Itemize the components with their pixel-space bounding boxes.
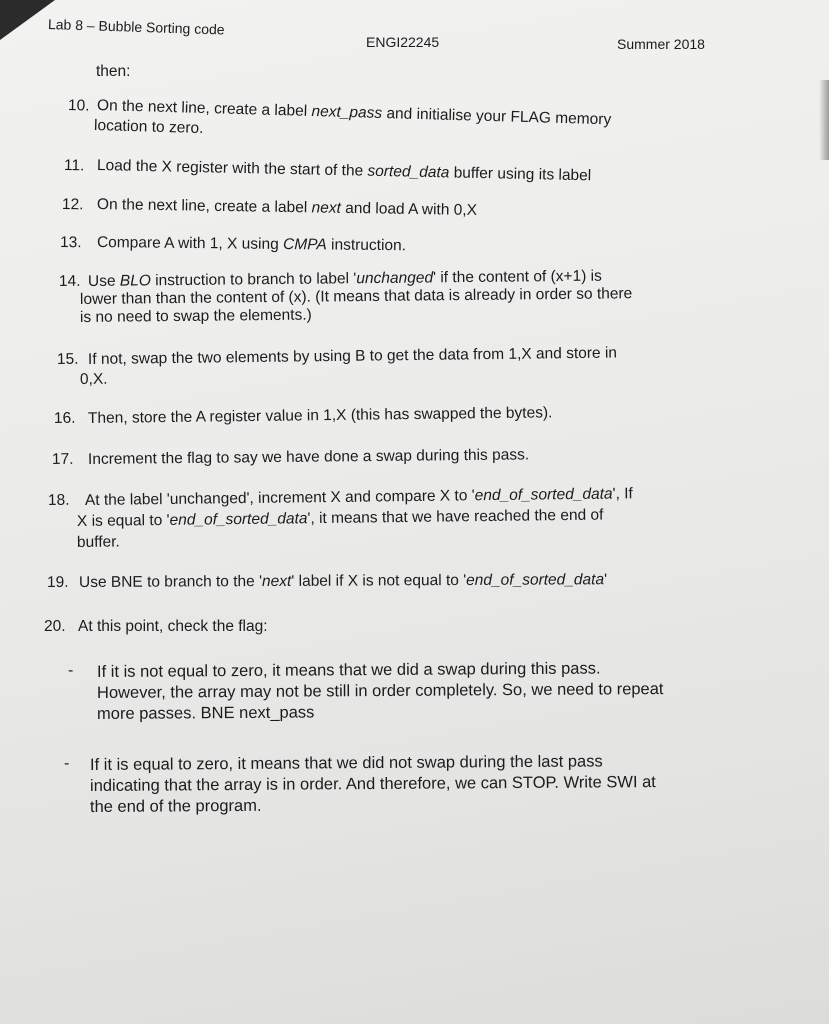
course-code: ENGI22245 (366, 34, 440, 50)
step-number: 20. (44, 618, 66, 635)
step-text-line: Then, store the A register value in 1,X (this has swapped the bytes). (87, 404, 553, 427)
step-text-line: 0,X. (79, 370, 108, 388)
step-number: 19. (46, 573, 69, 591)
bullet-dash: - (68, 662, 74, 679)
step-number: 11. (63, 157, 85, 175)
step-text-line: lower than than the content of (x). (It means that data is already in order so there (79, 285, 633, 308)
step-text-line: is no need to swap the elements.) (79, 306, 312, 326)
step-text-line: If not, swap the two elements by using B to get the data from 1,X and store in (87, 344, 618, 368)
step-text-line: location to zero. (93, 117, 204, 138)
step-text-line: On the next line, create a label next_pass and initialise your FLAG memory (96, 97, 612, 129)
bullet-text-line: If it is equal to zero, it means that we did not swap during the last pass (89, 752, 603, 774)
bullet-dash: - (64, 755, 70, 772)
bullet-text-line: more passes. BNE next_pass (96, 703, 315, 723)
step-text-line: Use BLO instruction to branch to label 'unchanged' if the content of (x+1) is (87, 267, 602, 290)
step-number: 16. (53, 409, 76, 427)
step-text-line: X is equal to 'end_of_sorted_data', it means that we have reached the end of (76, 506, 604, 530)
intro-text: then: (96, 63, 131, 80)
step-text-line: Load the X register with the start of the sorted_data buffer using its label (96, 157, 592, 185)
step-text-line: At the label 'unchanged', increment X and compare X to 'end_of_sorted_data', If (84, 485, 633, 509)
step-text-line: Compare A with 1, X using CMPA instruction. (96, 234, 407, 255)
step-number: 12. (61, 196, 84, 214)
bullet-text-line: However, the array may not be still in order completely. So, we need to repeat (96, 680, 664, 702)
step-number: 10. (67, 97, 90, 115)
step-text-line: Use BNE to branch to the 'next' label if X is not equal to 'end_of_sorted_data' (78, 571, 608, 591)
bullet-text-line: indicating that the array is in order. And therefore, we can STOP. Write SWI at (89, 773, 656, 795)
step-number: 17. (51, 450, 74, 468)
step-text-line: At this point, check the flag: (78, 618, 268, 635)
step-number: 18. (47, 491, 70, 509)
step-number: 13. (59, 234, 82, 252)
term-label: Summer 2018 (617, 36, 705, 52)
bullet-text-line: the end of the program. (89, 796, 262, 816)
step-text-line: On the next line, create a label next and load A with 0,X (96, 196, 478, 219)
step-text-line: buffer. (76, 533, 120, 551)
lab-title: Lab 8 – Bubble Sorting code (47, 16, 225, 38)
bullet-text-line: If it is not equal to zero, it means that we did a swap during this pass. (96, 659, 601, 681)
step-number: 15. (56, 350, 79, 368)
page-corner-shadow (0, 0, 55, 40)
step-text-line: Increment the flag to say we have done a swap during this pass. (87, 446, 530, 468)
step-number: 14. (58, 272, 81, 290)
page-edge-shadow (819, 80, 829, 160)
